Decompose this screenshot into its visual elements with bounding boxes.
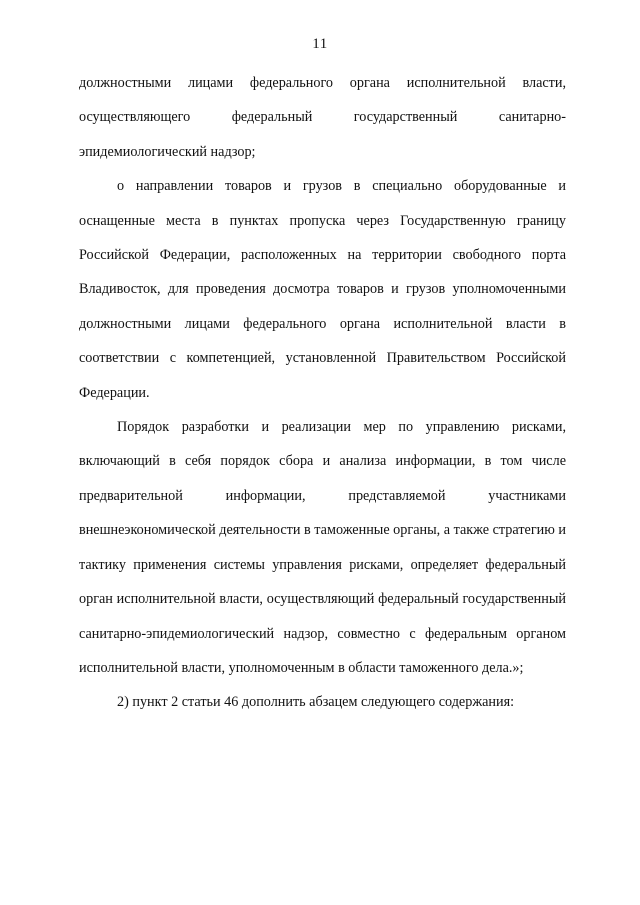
paragraph-continuation: должностными лицами федерального органа исполнительной власти, осуществляющего федеральный государственный санитарно-эпидемиологический надзор;: [79, 75, 566, 160]
page-number: 11: [312, 36, 328, 52]
paragraph-amendment-item: 2) пункт 2 статьи 46 дополнить абзацем следующего содержания:: [117, 694, 515, 711]
paragraph-goods-direction: о направлении товаров и грузов в специально оборудованные и оснащенные места в пунктах пропуска через Государственную границу Российской Федерации, расположенных на территории свободного порта Владивосток, для проведения досмотра товаров и грузов уполномоченными должностными лицами федерального органа исполнительной власти в соответствии с компетенцией, установленной Правительством Российской Федерации.: [79, 178, 566, 401]
document-body: [79, 66, 566, 720]
paragraph-risk-management: Порядок разработки и реализации мер по управлению рисками, включающий в себя порядок сбора и анализа информации, в том числе предварительной информации, представляемой участниками внешнеэкономической деятельности в таможенные органы, а также стратегию и тактику применения системы управления рисками, определяет федеральный орган исполнительной власти, осуществляющий федеральный государственный санитарно-эпидемиологический надзор, совместно с федеральным органом исполнительной власти, уполномоченным в области таможенного дела.»;: [79, 419, 566, 676]
